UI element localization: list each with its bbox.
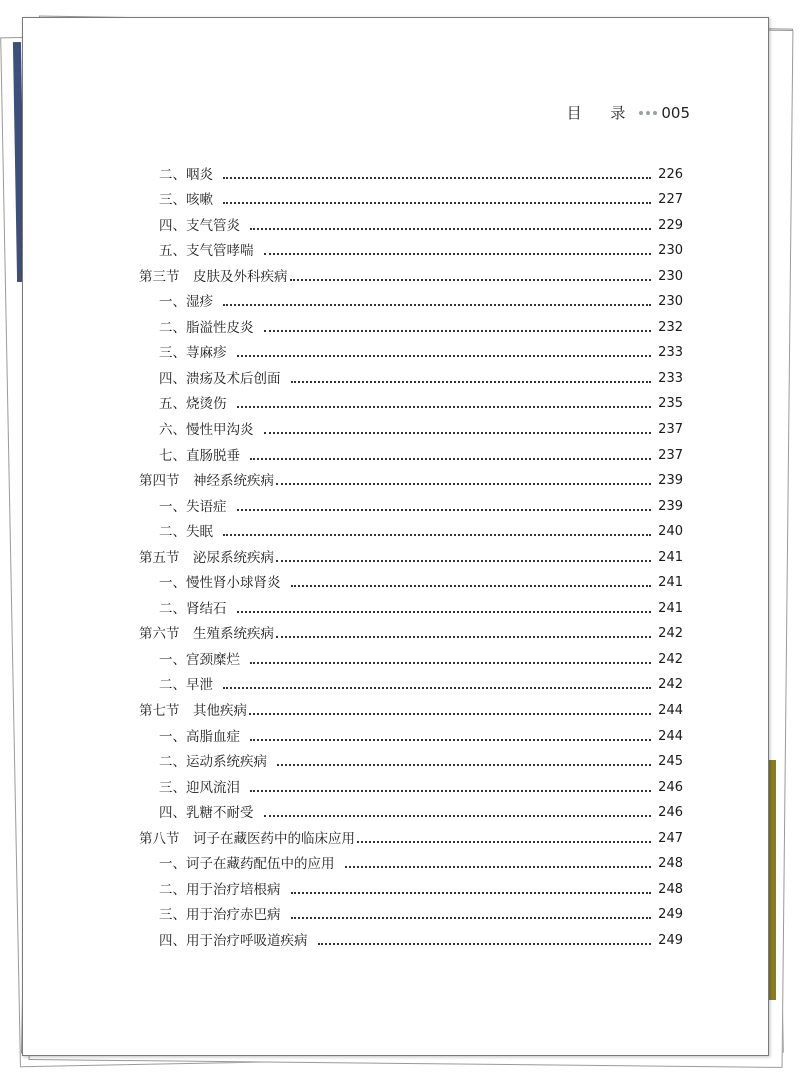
toc-entry-label: 七、直肠脱垂	[159, 447, 240, 464]
toc-entry-page: 237	[658, 422, 683, 438]
toc-entry-label: 一、慢性肾小球肾炎	[159, 575, 281, 592]
toc-entry-label: 二、咽炎	[159, 166, 213, 183]
dot-leader	[237, 611, 652, 613]
toc-entry-page: 246	[658, 805, 683, 821]
toc-entry-label: 三、迎风流泪	[159, 779, 240, 796]
toc-entry-page: 239	[658, 498, 683, 514]
dot-leader	[223, 202, 651, 204]
dot-leader	[345, 866, 652, 868]
toc-entry-label: 第六节 生殖系统疾病	[139, 626, 274, 643]
toc-entry-page: 249	[658, 907, 683, 923]
dot-leader	[291, 917, 652, 919]
toc-entry-page: 230	[658, 268, 683, 284]
toc-entry-page: 244	[658, 728, 683, 744]
toc-entry-label: 二、脂溢性皮炎	[159, 319, 254, 336]
toc-entry-page: 227	[658, 192, 683, 208]
dot-leader	[264, 432, 652, 434]
toc-entry-label: 第三节 皮肤及外科疾病	[139, 268, 288, 285]
toc-entry-page: 232	[658, 319, 683, 335]
toc-item-entry[interactable]	[139, 490, 683, 516]
toc-section-entry[interactable]	[139, 260, 683, 286]
toc-entry-page: 242	[658, 651, 683, 667]
toc-section-entry[interactable]	[139, 694, 683, 720]
dot-leader	[357, 841, 651, 843]
toc-entry-page: 248	[658, 881, 683, 897]
dot-leader	[276, 636, 651, 638]
toc-entry-page: 247	[658, 830, 683, 846]
toc-item-entry[interactable]	[139, 567, 683, 593]
toc-item-entry[interactable]	[139, 516, 683, 542]
dot-leader	[276, 560, 651, 562]
toc-entry-page: 240	[658, 524, 683, 540]
dot-leader	[264, 253, 652, 255]
header-title: 目 录	[566, 104, 638, 122]
dot-leader	[250, 790, 651, 792]
toc-entry-page: 242	[658, 626, 683, 642]
toc-entry-page: 249	[658, 932, 683, 948]
toc-item-entry[interactable]	[139, 848, 683, 874]
header-page-number: 005	[661, 103, 690, 122]
dot-leader	[291, 585, 652, 587]
toc-entry-label: 第四节 神经系统疾病	[139, 473, 274, 490]
toc-entry-label: 第八节 诃子在藏医药中的临床应用	[139, 830, 355, 847]
toc-entry-page: 237	[658, 447, 683, 463]
toc-entry-label: 第五节 泌尿系统疾病	[139, 549, 274, 566]
toc-entry-label: 五、烧烫伤	[159, 396, 227, 413]
dot-leader	[318, 943, 652, 945]
toc-entry-label: 第七节 其他疾病	[139, 703, 247, 720]
toc-section-entry[interactable]	[139, 822, 683, 848]
table-of-contents	[139, 158, 683, 950]
dot-leader	[276, 483, 651, 485]
dot-leader	[223, 177, 651, 179]
dot-leader	[290, 279, 652, 281]
toc-item-entry[interactable]	[139, 643, 683, 669]
toc-entry-label: 二、失眠	[159, 524, 213, 541]
toc-entry-label: 三、荨麻疹	[159, 345, 227, 362]
toc-item-entry[interactable]	[139, 337, 683, 363]
toc-item-entry[interactable]	[139, 720, 683, 746]
dot-leader	[291, 381, 652, 383]
toc-entry-label: 二、用于治疗培根病	[159, 881, 281, 898]
toc-entry-page: 242	[658, 677, 683, 693]
toc-entry-label: 四、用于治疗呼吸道疾病	[159, 932, 308, 949]
toc-item-entry[interactable]	[139, 873, 683, 899]
toc-entry-page: 230	[658, 294, 683, 310]
toc-entry-page: 245	[658, 754, 683, 770]
toc-entry-page: 233	[658, 345, 683, 361]
toc-entry-page: 229	[658, 217, 683, 233]
toc-entry-page: 241	[658, 600, 683, 616]
dot-leader	[264, 330, 652, 332]
toc-entry-label: 四、支气管炎	[159, 217, 240, 234]
toc-item-entry[interactable]	[139, 899, 683, 925]
toc-entry-label: 二、运动系统疾病	[159, 754, 267, 771]
toc-entry-page: 230	[658, 243, 683, 259]
dot-leader	[277, 764, 651, 766]
toc-item-entry[interactable]	[139, 592, 683, 618]
toc-entry-label: 三、咳嗽	[159, 192, 213, 209]
toc-section-entry[interactable]	[139, 465, 683, 491]
dot-leader	[264, 815, 652, 817]
dot-leader	[250, 458, 651, 460]
toc-item-entry[interactable]	[139, 439, 683, 465]
toc-entry-label: 一、宫颈糜烂	[159, 651, 240, 668]
toc-entry-page: 241	[658, 549, 683, 565]
toc-entry-label: 四、溃疡及术后创面	[159, 370, 281, 387]
toc-item-entry[interactable]	[139, 158, 683, 184]
toc-entry-page: 246	[658, 779, 683, 795]
toc-entry-page: 244	[658, 703, 683, 719]
dot-leader	[237, 355, 652, 357]
toc-item-entry[interactable]	[139, 311, 683, 337]
toc-entry-label: 一、高脂血症	[159, 728, 240, 745]
dot-leader	[250, 228, 651, 230]
toc-item-entry[interactable]	[139, 413, 683, 439]
toc-item-entry[interactable]	[139, 746, 683, 772]
dot-leader	[223, 534, 651, 536]
toc-item-entry[interactable]	[139, 771, 683, 797]
dot-separator-icon	[639, 111, 657, 115]
toc-item-entry[interactable]	[139, 797, 683, 823]
running-header	[567, 102, 690, 123]
toc-section-entry[interactable]	[139, 541, 683, 567]
toc-item-entry[interactable]	[139, 184, 683, 210]
toc-entry-label: 一、失语症	[159, 498, 227, 515]
toc-entry-label: 二、肾结石	[159, 600, 227, 617]
toc-entry-label: 一、诃子在藏药配伍中的应用	[159, 856, 335, 873]
toc-item-entry[interactable]	[139, 362, 683, 388]
toc-entry-page: 239	[658, 473, 683, 489]
toc-entry-page: 248	[658, 856, 683, 872]
dot-leader	[250, 739, 651, 741]
dot-leader	[291, 892, 652, 894]
toc-entry-page: 233	[658, 370, 683, 386]
toc-item-entry[interactable]	[139, 286, 683, 312]
toc-section-entry[interactable]	[139, 618, 683, 644]
toc-item-entry[interactable]	[139, 235, 683, 261]
toc-entry-label: 三、用于治疗赤巴病	[159, 907, 281, 924]
dot-leader	[237, 406, 652, 408]
dot-leader	[223, 304, 651, 306]
toc-item-entry[interactable]	[139, 924, 683, 950]
toc-entry-page: 241	[658, 575, 683, 591]
toc-entry-label: 一、湿疹	[159, 294, 213, 311]
dot-leader	[250, 662, 651, 664]
toc-item-entry[interactable]	[139, 669, 683, 695]
toc-entry-label: 五、支气管哮喘	[159, 243, 254, 260]
toc-entry-label: 六、慢性甲沟炎	[159, 422, 254, 439]
toc-entry-page: 235	[658, 396, 683, 412]
toc-entry-label: 二、早泄	[159, 677, 213, 694]
dot-leader	[249, 713, 651, 715]
toc-item-entry[interactable]	[139, 388, 683, 414]
dot-leader	[223, 687, 651, 689]
dot-leader	[237, 509, 652, 511]
document-page	[22, 17, 769, 1056]
toc-item-entry[interactable]	[139, 209, 683, 235]
toc-entry-label: 四、乳糖不耐受	[159, 805, 254, 822]
toc-entry-page: 226	[658, 166, 683, 182]
